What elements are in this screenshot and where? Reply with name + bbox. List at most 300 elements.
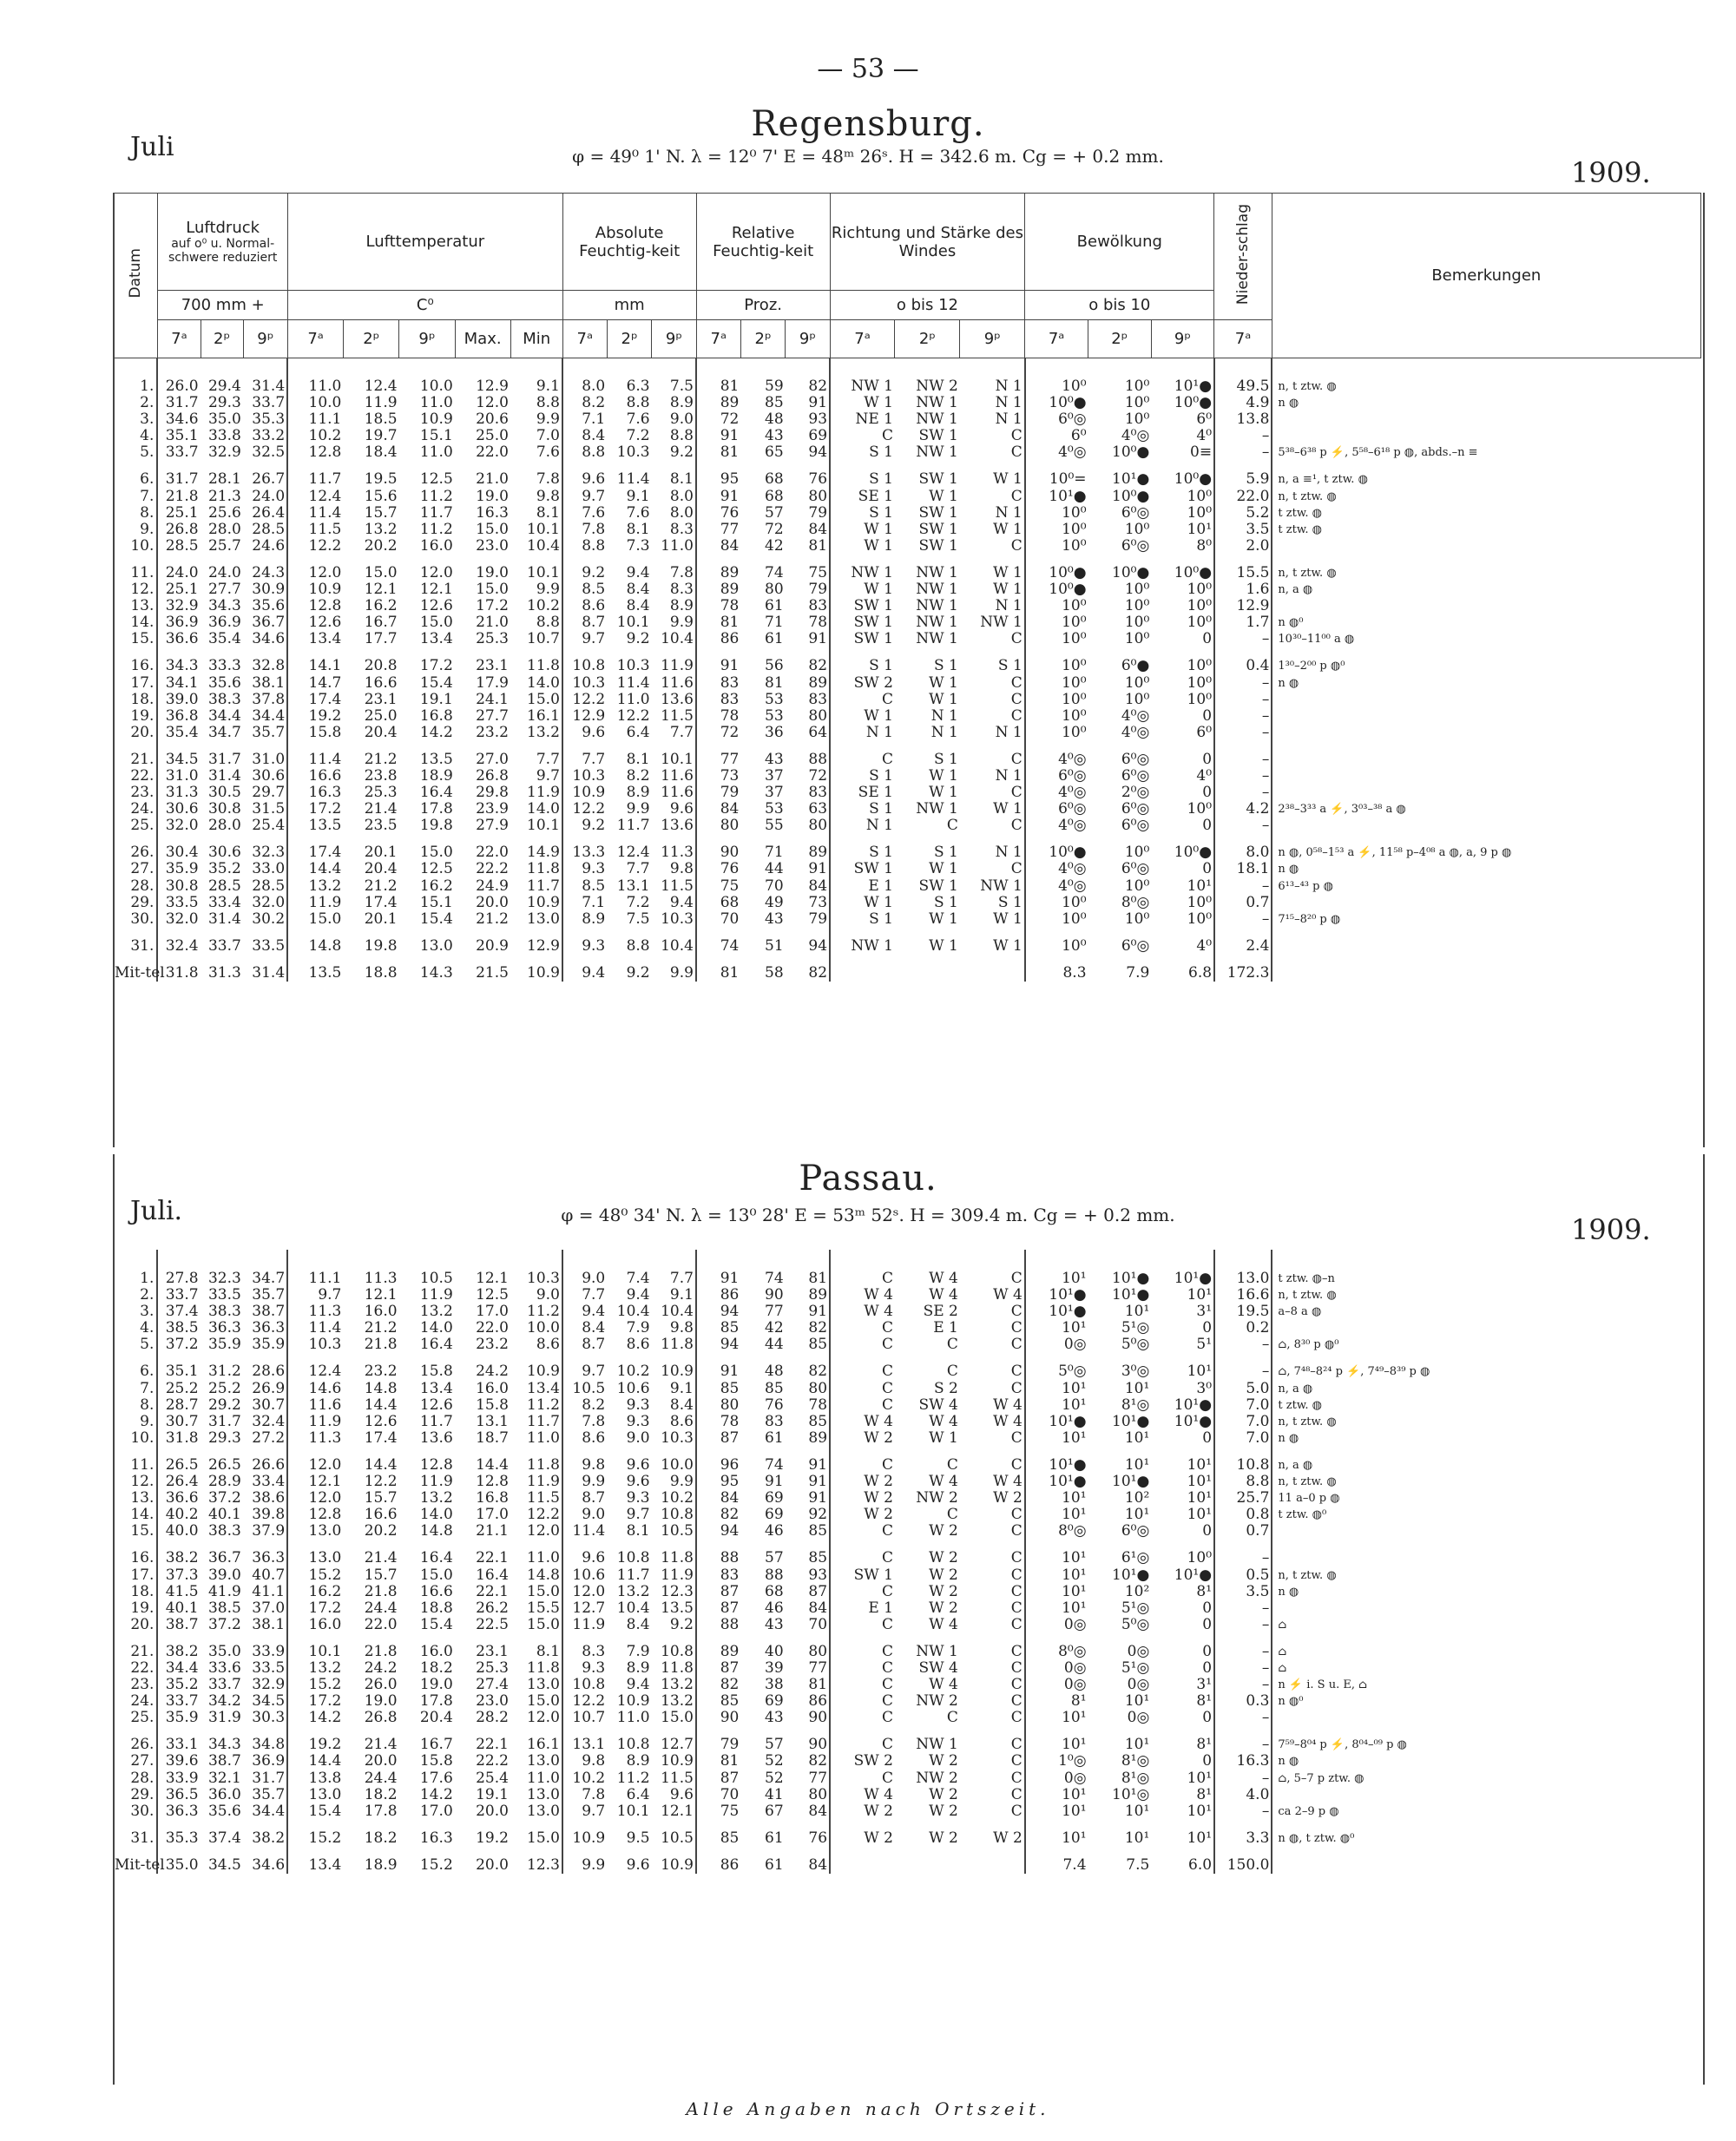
value-cell: 8.8 <box>536 394 560 412</box>
value-cell: 0◎ <box>1127 1709 1150 1727</box>
value-cell: 33.3 <box>207 657 241 675</box>
value-cell: W 2 <box>929 1802 958 1820</box>
value-cell: 11.8 <box>661 1658 694 1677</box>
value-cell: 37.3 <box>157 1567 200 1584</box>
value-cell: 8.1 <box>626 750 650 768</box>
value-cell: 88 <box>696 1617 740 1633</box>
value-cell: 37.4 <box>157 1304 200 1320</box>
value-cell: 30.7 <box>252 1396 286 1414</box>
value-cell: 34.5 <box>207 1855 241 1874</box>
value-cell: SW 1 <box>918 520 958 538</box>
value-cell: N 1 <box>995 597 1023 615</box>
value-cell: 69 <box>765 1692 784 1711</box>
value-cell: 24.4 <box>364 1769 398 1787</box>
value-cell: 8.3 <box>669 581 694 599</box>
day-cell: Mit-tel <box>115 1855 165 1874</box>
value-cell: 91 <box>808 630 828 648</box>
remarks-cell: n, t ztw. ◍ <box>1272 358 1701 395</box>
value-cell: 11.0 <box>527 1549 560 1567</box>
value-cell: W 2 <box>830 1803 895 1820</box>
day-cell: 28. <box>130 877 155 895</box>
value-cell: 11.6 <box>661 673 694 692</box>
value-cell: 14.4 <box>364 1396 398 1414</box>
value-cell: 12.9 <box>527 936 560 955</box>
hdr-min: Min <box>510 320 562 358</box>
value-cell: 18.2 <box>364 1785 398 1803</box>
value-cell: 4⁰◎ <box>1025 861 1088 877</box>
value-cell: 78 <box>808 1396 828 1414</box>
value-cell: W 1 <box>993 520 1023 538</box>
value-cell: 17.2 <box>287 801 343 818</box>
value-cell: 17.2 <box>419 657 453 675</box>
value-cell: 9.1 <box>669 1379 694 1397</box>
value-cell: 10¹ <box>1124 1455 1150 1474</box>
value-cell: 31.4 <box>252 963 286 982</box>
value-cell: 10⁰ <box>1124 394 1150 412</box>
value-cell: 0 <box>1202 706 1213 725</box>
value-cell: 6.8 <box>1188 963 1213 982</box>
value-cell: 32.3 <box>252 844 286 862</box>
value-cell: 12.1 <box>661 1802 694 1820</box>
value-cell: 9.7 <box>287 1287 343 1304</box>
value-cell: 23.2 <box>476 1336 509 1354</box>
value-cell: 12.2 <box>364 1473 398 1491</box>
value-cell: C <box>830 1353 895 1380</box>
value-cell: 10¹ <box>1187 520 1213 538</box>
value-cell: C <box>830 1617 895 1633</box>
value-cell: 33.7 <box>157 1693 200 1710</box>
value-cell: 25.0 <box>476 427 509 445</box>
value-cell: 25.2 <box>157 1381 200 1397</box>
value-cell: 86 <box>808 1692 828 1711</box>
value-cell: 84 <box>808 1802 828 1820</box>
value-cell: 13.5 <box>287 818 343 834</box>
remarks-cell: n ◍ <box>1272 675 1701 692</box>
value-cell: 61 <box>765 1855 784 1874</box>
value-cell: 82 <box>808 378 828 395</box>
value-cell: 20.0 <box>364 1752 398 1770</box>
value-cell: 35.1 <box>157 428 200 444</box>
value-cell: 6⁰◎ <box>1025 801 1088 818</box>
value-cell: 42 <box>765 536 784 555</box>
hdr-t7: 7ᵃ <box>562 320 607 358</box>
value-cell: 83 <box>696 675 740 692</box>
value-cell: 38.6 <box>252 1489 286 1507</box>
value-cell: 37.2 <box>157 1336 200 1353</box>
day-cell: 3. <box>140 410 155 429</box>
value-cell: 10.9 <box>661 1752 694 1770</box>
value-cell: 15.8 <box>419 1363 453 1381</box>
value-cell: 14.6 <box>287 1381 343 1397</box>
value-cell: C <box>1010 1566 1023 1584</box>
value-cell: NW 1 <box>916 410 958 429</box>
value-cell: 20.0 <box>476 1802 509 1820</box>
value-cell: 35.4 <box>207 630 241 648</box>
value-cell: 21.0 <box>476 470 509 489</box>
value-cell: 10⁰ <box>1025 725 1088 741</box>
value-cell: 10.5 <box>661 1522 694 1540</box>
value-cell: 10¹ <box>1025 1430 1088 1447</box>
value-cell: W 4 <box>993 1473 1023 1491</box>
value-cell: 30.6 <box>207 844 241 862</box>
value-cell: 36.3 <box>252 1549 286 1567</box>
value-cell: C <box>830 1584 895 1600</box>
value-cell: C <box>830 1336 895 1353</box>
value-cell: 11.4 <box>287 1320 343 1336</box>
value-cell: 48 <box>765 410 784 429</box>
value-cell: 8.9 <box>626 1658 650 1677</box>
value-cell: 8.1 <box>669 470 694 489</box>
value-cell: NW 1 <box>980 877 1023 895</box>
value-cell: C <box>1010 1336 1023 1354</box>
value-cell: 10⁰ <box>1025 631 1088 647</box>
value-cell: 10⁰ <box>1124 614 1150 632</box>
value-cell: 92 <box>808 1506 828 1524</box>
value-cell: 17.0 <box>476 1506 509 1524</box>
day-cell: 10. <box>130 536 155 555</box>
value-cell: 14.1 <box>287 647 343 674</box>
value-cell: 10⁰ <box>1187 597 1213 615</box>
value-cell: 0.7 <box>1214 1523 1272 1540</box>
value-cell: 6⁰ <box>1196 723 1213 741</box>
value-cell: 9.8 <box>562 1753 607 1770</box>
value-cell: 86 <box>696 1847 740 1874</box>
value-cell: 28.5 <box>252 520 286 538</box>
value-cell: 31.7 <box>157 461 200 488</box>
value-cell: 85 <box>765 394 784 412</box>
value-cell: 3¹ <box>1196 1303 1213 1321</box>
value-cell: 10⁰● <box>1112 563 1150 581</box>
value-cell: 7.7 <box>562 741 607 768</box>
value-cell: 10⁰ <box>1187 893 1213 911</box>
value-cell: 8.3 <box>562 1633 607 1660</box>
value-cell: 83 <box>696 692 740 708</box>
value-cell: 35.7 <box>252 723 286 741</box>
value-cell: 9.5 <box>626 1829 650 1847</box>
value-cell: C <box>1010 1363 1023 1381</box>
value-cell: W 2 <box>929 1785 958 1803</box>
value-cell: 80 <box>808 817 828 835</box>
day-cell: 2. <box>140 1286 155 1304</box>
value-cell: 32.3 <box>207 1270 241 1287</box>
value-cell: 11.0 <box>527 1769 560 1787</box>
value-cell: 13.5 <box>661 1599 694 1617</box>
value-cell: 9.9 <box>562 1474 607 1490</box>
value-cell: W 4 <box>929 1615 958 1633</box>
remarks-cell: 5³⁸–6³⁸ p ⚡, 5⁵⁸–6¹⁸ p ◍, abds.–n ≡ <box>1272 444 1701 461</box>
value-cell: 83 <box>808 784 828 802</box>
value-cell: 11.9 <box>527 1473 560 1491</box>
value-cell: – <box>1214 1617 1272 1633</box>
value-cell: 10¹ <box>1124 1692 1150 1711</box>
value-cell: 0 <box>1202 817 1213 835</box>
value-cell: 69 <box>765 1489 784 1507</box>
value-cell: 9.2 <box>669 1615 694 1633</box>
value-cell: 12.4 <box>287 1353 343 1380</box>
value-cell: W 4 <box>830 1787 895 1803</box>
value-cell: 28.1 <box>207 470 241 489</box>
value-cell: 30.6 <box>252 766 286 785</box>
value-cell: 10¹ <box>1187 1473 1213 1491</box>
remarks-cell: n ◍⁰ <box>1272 1693 1701 1710</box>
value-cell: 16.7 <box>364 614 398 632</box>
value-cell: 89 <box>808 844 828 862</box>
value-cell: 84 <box>696 801 740 818</box>
value-cell: 15.0 <box>419 614 453 632</box>
day-cell: 16. <box>130 657 155 675</box>
value-cell: 10¹ <box>1025 1397 1088 1414</box>
value-cell: 77 <box>696 741 740 768</box>
value-cell: 20.1 <box>364 844 398 862</box>
value-cell: 13.2 <box>527 723 560 741</box>
value-cell: 91 <box>765 1473 784 1491</box>
value-cell: 70 <box>696 911 740 928</box>
value-cell: 12.9 <box>1214 598 1272 614</box>
value-cell: 23.2 <box>364 1363 398 1381</box>
value-cell: N 1 <box>995 410 1023 429</box>
value-cell: S 1 <box>830 911 895 928</box>
value-cell: 21.8 <box>157 489 200 505</box>
value-cell: W 2 <box>929 1522 958 1540</box>
value-cell: 4⁰◎ <box>1121 427 1150 445</box>
value-cell: 8.6 <box>626 1336 650 1354</box>
value-cell: NW 1 <box>916 1736 958 1754</box>
value-cell: 11.8 <box>527 1658 560 1677</box>
value-cell: 35.4 <box>157 725 200 741</box>
value-cell: 75 <box>696 1803 740 1820</box>
value-cell: 10⁰ <box>1025 505 1088 522</box>
value-cell: W 1 <box>929 487 958 505</box>
value-cell: 26.6 <box>252 1455 286 1474</box>
day-cell: 27. <box>130 860 155 878</box>
value-cell: N 1 <box>995 844 1023 862</box>
value-cell: W 1 <box>993 800 1023 818</box>
value-cell: 10⁰ <box>1025 675 1088 692</box>
value-cell: 16.4 <box>419 1549 453 1567</box>
value-cell: 6⁰◎ <box>1025 768 1088 785</box>
value-cell: 10¹ <box>1025 1381 1088 1397</box>
day-cell: 28. <box>130 1769 155 1787</box>
value-cell: 79 <box>696 1726 740 1753</box>
value-cell: 80 <box>808 1379 828 1397</box>
value-cell: W 4 <box>929 1473 958 1491</box>
value-cell: 0 <box>1202 1709 1213 1727</box>
value-cell: 89 <box>808 1286 828 1304</box>
value-cell: 80 <box>808 706 828 725</box>
value-cell: 94 <box>808 936 828 955</box>
value-cell: 36.9 <box>207 614 241 632</box>
value-cell: 11.0 <box>527 1428 560 1447</box>
hdr-t7: 7ᵃ <box>1214 320 1272 358</box>
remarks-cell: t ztw. ◍–n <box>1272 1250 1701 1287</box>
hdr-t7: 7ᵃ <box>158 320 201 358</box>
value-cell: 16.4 <box>419 1336 453 1354</box>
hdr-t9: 9ᵖ <box>243 320 287 358</box>
value-cell: 82 <box>808 963 828 982</box>
value-cell: 68 <box>765 487 784 505</box>
value-cell: 10.8 <box>562 1677 607 1693</box>
value-cell: 29.3 <box>207 1428 241 1447</box>
value-cell: 12.9 <box>562 708 607 725</box>
value-cell: 8.4 <box>562 428 607 444</box>
value-cell: 75 <box>696 878 740 895</box>
value-cell: 7.0 <box>536 427 560 445</box>
value-cell: – <box>1214 741 1272 768</box>
value-cell: W 4 <box>929 1676 958 1694</box>
value-cell: 10¹ <box>1187 1769 1213 1787</box>
value-cell: 55 <box>765 817 784 835</box>
value-cell: 10.6 <box>616 1379 650 1397</box>
value-cell: 31.0 <box>252 750 286 768</box>
value-cell: W 1 <box>993 936 1023 955</box>
value-cell: 14.2 <box>419 1785 453 1803</box>
value-cell: 13.8 <box>1214 411 1272 428</box>
value-cell: 85 <box>808 1522 828 1540</box>
value-cell: 32.9 <box>207 443 241 462</box>
value-cell: 11.0 <box>419 443 453 462</box>
value-cell: 35.3 <box>157 1820 200 1847</box>
value-cell: 17.8 <box>364 1802 398 1820</box>
remarks-cell: t ztw. ◍⁰ <box>1272 1507 1701 1523</box>
value-cell: 9.9 <box>562 1847 607 1874</box>
value-cell: 25.3 <box>476 630 509 648</box>
value-cell: 35.6 <box>207 1802 241 1820</box>
value-cell: 10.9 <box>287 581 343 598</box>
value-cell: 6⁰ <box>1196 410 1213 429</box>
value-cell: 13.2 <box>616 1582 650 1600</box>
value-cell: 8¹ <box>1025 1693 1088 1710</box>
value-cell: W 2 <box>929 1829 958 1847</box>
value-cell: 17.2 <box>287 1600 343 1617</box>
value-cell: SW 1 <box>830 1567 895 1584</box>
value-cell: 18.9 <box>364 1855 398 1874</box>
value-cell: 91 <box>808 1455 828 1474</box>
value-cell: 79 <box>808 910 828 928</box>
value-cell: 95 <box>696 461 740 488</box>
value-cell: 10.5 <box>661 1829 694 1847</box>
value-cell: 10.2 <box>287 428 343 444</box>
value-cell: 13.5 <box>287 955 343 982</box>
value-cell: 18.5 <box>364 410 398 429</box>
value-cell: 25.2 <box>207 1379 241 1397</box>
remarks-cell: n, t ztw. ◍ <box>1272 555 1701 581</box>
value-cell: W 2 <box>929 1599 958 1617</box>
value-cell: 19.7 <box>364 427 398 445</box>
value-cell: 39.0 <box>157 692 200 708</box>
value-cell: SW 1 <box>918 503 958 522</box>
value-cell: 22.0 <box>364 1615 398 1633</box>
value-cell: 37.2 <box>207 1615 241 1633</box>
day-cell: 7. <box>140 1379 155 1397</box>
value-cell: 14.8 <box>364 1379 398 1397</box>
value-cell: 10¹◎ <box>1112 1785 1150 1803</box>
value-cell: 10⁰ <box>1124 673 1150 692</box>
value-cell: 94 <box>696 1336 740 1353</box>
value-cell: 12.8 <box>476 1473 509 1491</box>
value-cell: – <box>1214 818 1272 834</box>
day-cell: 18. <box>130 1582 155 1600</box>
value-cell: 35.0 <box>207 410 241 429</box>
value-cell: – <box>1214 1633 1272 1660</box>
value-cell: 26.5 <box>157 1447 200 1474</box>
value-cell: 16.2 <box>419 877 453 895</box>
value-cell: 22.1 <box>476 1582 509 1600</box>
day-cell: 17. <box>130 673 155 692</box>
value-cell: 27.9 <box>476 817 509 835</box>
value-cell: 0.7 <box>1214 895 1272 911</box>
value-cell: 86 <box>696 631 740 647</box>
value-cell: 26.7 <box>252 470 286 489</box>
value-cell: 31.7 <box>207 1412 241 1430</box>
value-cell: NW 1 <box>830 358 895 395</box>
value-cell: 10.9 <box>527 893 560 911</box>
value-cell: 8⁰◎ <box>1121 893 1150 911</box>
day-cell: 11. <box>130 563 155 581</box>
value-cell: 82 <box>808 1752 828 1770</box>
value-cell: SW 1 <box>918 427 958 445</box>
value-cell: – <box>1214 692 1272 708</box>
value-cell: 80 <box>808 487 828 505</box>
value-cell: N 1 <box>995 723 1023 741</box>
value-cell: 17.4 <box>364 893 398 911</box>
value-cell: 17.4 <box>287 692 343 708</box>
value-cell: 20.0 <box>476 1855 509 1874</box>
value-cell: 12.0 <box>287 555 343 581</box>
value-cell: 30.5 <box>207 784 241 802</box>
value-cell: 40 <box>765 1642 784 1660</box>
value-cell: SW 1 <box>830 598 895 614</box>
value-cell: 11.4 <box>616 673 650 692</box>
value-cell: SW 1 <box>830 861 895 877</box>
value-cell: 36.7 <box>207 1549 241 1567</box>
value-cell: 33.7 <box>252 394 286 412</box>
value-cell: 11.6 <box>661 784 694 802</box>
value-cell: 8.5 <box>562 581 607 598</box>
value-cell: C <box>946 1709 958 1727</box>
value-cell: 33.0 <box>252 860 286 878</box>
value-cell: 26.0 <box>364 1676 398 1694</box>
value-cell: 74 <box>765 563 784 581</box>
value-cell: S 1 <box>933 844 958 862</box>
value-cell: 9.2 <box>562 818 607 834</box>
value-cell: 22.0 <box>476 1319 509 1337</box>
value-cell: 13.8 <box>287 1770 343 1787</box>
value-cell: 5¹◎ <box>1121 1319 1150 1337</box>
value-cell: 68 <box>765 470 784 489</box>
value-cell: 6⁰◎ <box>1121 503 1150 522</box>
value-cell: 0 <box>1202 1752 1213 1770</box>
value-cell: 19.8 <box>364 936 398 955</box>
value-cell: 7.6 <box>536 443 560 462</box>
value-cell: 24.3 <box>252 563 286 581</box>
value-cell: 13.2 <box>419 1303 453 1321</box>
value-cell: 74 <box>765 1270 784 1287</box>
value-cell: 0 <box>1202 1615 1213 1633</box>
value-cell: 16.6 <box>364 673 398 692</box>
value-cell: 15.6 <box>364 487 398 505</box>
value-cell: 87 <box>696 1770 740 1787</box>
value-cell: 90 <box>696 834 740 861</box>
value-cell: – <box>1214 1353 1272 1380</box>
value-cell: 38.2 <box>252 1829 286 1847</box>
value-cell: 14.4 <box>476 1455 509 1474</box>
value-cell: 17.8 <box>419 800 453 818</box>
remarks-cell: n, t ztw. ◍ <box>1272 1474 1701 1490</box>
value-cell: 89 <box>696 1633 740 1660</box>
value-cell: 84 <box>808 1855 828 1874</box>
day-cell: 6. <box>140 470 155 489</box>
value-cell: 10¹● <box>1174 1270 1213 1287</box>
